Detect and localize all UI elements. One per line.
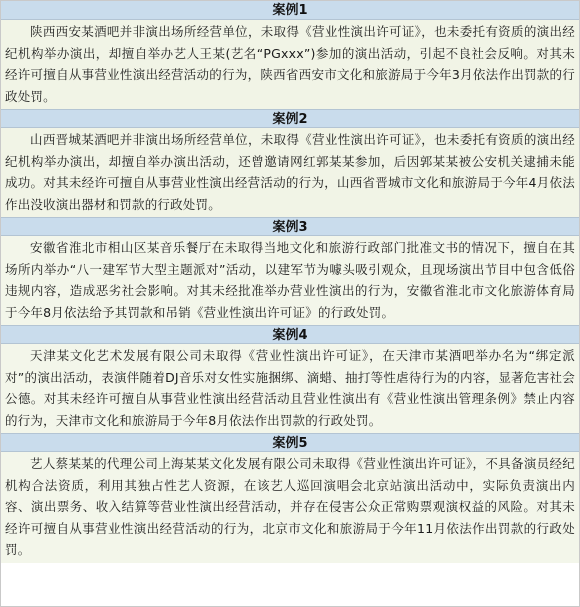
case-text: 天津某文化艺术发展有限公司未取得《营业性演出许可证》，在天津市某酒吧举办名为“绑定派对”的演出活动，表演伴随着DJ音乐对女性实施捆绑、滴蜡、抽打等性虐待行为的内容，显著危害社会公德。对其未经许可擅自从事营业性演出经营活动且营业性演出有《营业性演出管理条例》禁止内容的行为，天津市文化和旅游局于今年8月依法作出罚款的行政处罚。	[1, 344, 579, 433]
case-section-4	[1, 325, 579, 433]
case-section-1	[1, 1, 579, 109]
case-title: 案例4	[1, 325, 579, 344]
case-title: 案例5	[1, 433, 579, 452]
case-section-2	[1, 109, 579, 217]
case-text: 安徽省淮北市相山区某音乐餐厅在未取得当地文化和旅游行政部门批准文书的情况下，擅自在其场所内举办“八一建军节大型主题派对”活动，以建军节为噱头吸引观众，且现场演出节目中包含低俗违规内容，造成恶劣社会影响。对其未经批准举办营业性演出的行为，安徽省淮北市文化旅游体育局于今年8月依法给予其罚款和吊销《营业性演出许可证》的行政处罚。	[1, 236, 579, 325]
case-title: 案例2	[1, 109, 579, 128]
case-title: 案例3	[1, 217, 579, 236]
case-section-3	[1, 217, 579, 325]
case-text: 山西晋城某酒吧并非演出场所经营单位，未取得《营业性演出许可证》，也未委托有资质的演出经纪机构举办演出，却擅自举办演出活动，还曾邀请网红郭某某参加，后因郭某某被公安机关逮捕未能成功。对其未经许可擅自从事营业性演出经营活动的行为，山西省晋城市文化和旅游局于今年4月依法作出没收演出器材和罚款的行政处罚。	[1, 128, 579, 217]
case-section-5	[1, 433, 579, 563]
case-text: 艺人蔡某某的代理公司上海某某文化发展有限公司未取得《营业性演出许可证》，不具备演员经纪机构合法资质，利用其独占性艺人资源，在该艺人巡回演唱会北京站演出活动中，实际负责演出内容、演出票务、收入结算等营业性演出经营活动，并存在侵害公众正常购票观演权益的风险。对其未经许可擅自从事营业性演出经营活动的行为，北京市文化和旅游局于今年11月依法作出罚款的行政处罚。	[1, 452, 579, 563]
case-text: 陕西西安某酒吧并非演出场所经营单位，未取得《营业性演出许可证》，也未委托有资质的演出经纪机构举办演出，却擅自举办艺人王某(艺名“PGxxx”)参加的演出活动，引起不良社会反响。对其未经许可擅自从事营业性演出经营活动的行为，陕西省西安市文化和旅游局于今年3月依法作出罚款的行政处罚。	[1, 20, 579, 109]
case-title: 案例1	[1, 1, 579, 20]
